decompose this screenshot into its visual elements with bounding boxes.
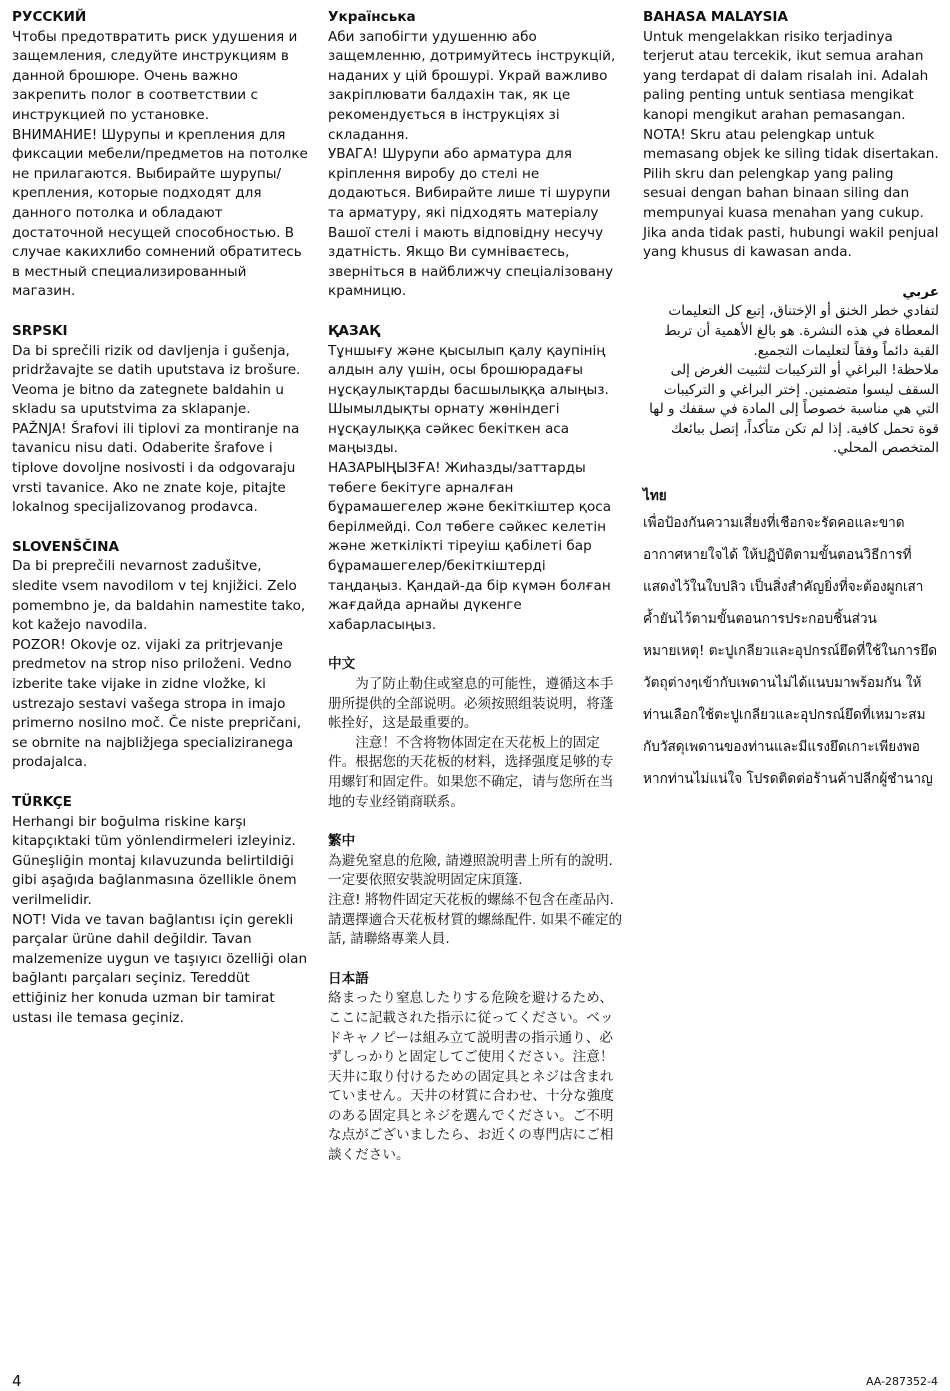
section-japanese — [328, 970, 624, 1166]
column-left — [12, 8, 308, 1028]
section-body — [643, 302, 939, 459]
section-kazakh — [328, 322, 624, 636]
section-body — [328, 342, 624, 636]
section-chinese-traditional — [328, 832, 624, 950]
section-title: 中文 — [328, 656, 356, 673]
section-body — [643, 507, 939, 795]
section-title: Українська — [328, 9, 416, 25]
paragraph: Аби запобігти удушенню або защемленню, дотримуйтесь інструкцій, наданих у цій брошурі. Украй важливо закріплювати балдахін так, як це рекомендується в інструкціях зі складання. — [328, 28, 616, 143]
paragraph: Da bi preprečili nevarnost zadušitve, sledite vsem navodilom v tej knjižici. Zelo pomembno je, da baldahin namestite tako, kot kažejo navodila. — [12, 558, 306, 634]
section-body — [328, 989, 624, 1165]
section-title: РУССКИЙ — [12, 9, 87, 25]
section-slovenian — [12, 538, 308, 773]
section-title: 日本語 — [328, 970, 369, 987]
page-number: 4 — [12, 1372, 22, 1390]
section-title: ไทย — [643, 488, 667, 505]
paragraph: 為避免窒息的危險, 請遵照說明書上所有的說明. 一定要依照安裝說明固定床頂篷. — [328, 852, 613, 889]
section-chinese-simplified — [328, 655, 624, 812]
section-serbian — [12, 322, 308, 518]
paragraph: Untuk mengelakkan risiko terjadinya terjerut atau tercekik, ikut semua arahan yang terdapat di dalam risalah ini. Adalah paling penting untuk sentiasa mengikat kanopi mengikut arahan pemasangan. — [643, 28, 929, 123]
column-right — [643, 8, 939, 795]
section-body — [643, 28, 939, 263]
section-ukrainian — [328, 8, 624, 302]
section-title: BAHASA MALAYSIA — [643, 9, 788, 25]
section-body — [328, 675, 624, 812]
paragraph: ملاحظة! البراغي أو التركيبات لتثبيت الغرض إلى السقف ليسوا متضمنين. إختر البراغي و التركيبات التي هي مناسبة خصوصاً إلى المادة في سقفك و لها قوة تحمل كافية. إذا لم تكن متأكداً، إتصل ببائعك المتخصص المحلي. — [649, 362, 939, 457]
column-middle — [328, 8, 624, 1166]
section-title: 繁中 — [328, 833, 356, 850]
paragraph: 注意! 將物件固定天花板的螺絲不包含在產品內. 請選擇適合天花板材質的螺絲配件. 如果不確定的話, 請聯絡專業人員. — [328, 891, 623, 948]
section-arabic — [643, 283, 939, 459]
paragraph: NOT! Vida ve tavan bağlantısı için gerekli parçalar ürüne dahil değildir. Tavan malzemenize uygun ve taşıyıcı özelliği olan bağlantı parçaları seçiniz. Tereddüt ettiğiniz her konuda uzman bir tamirat ustası ile temasa geçiniz. — [12, 911, 308, 1026]
section-body — [12, 813, 308, 1029]
document-code: AA-287352-4 — [865, 1375, 938, 1388]
paragraph: لتفادي خطر الخنق أو الإختناق، إتبع كل التعليمات المعطاة في هذه النشرة. هو بالغ الأهمية أن تربط القبة دائماً وفقاً لتعليمات التجميع. — [664, 303, 939, 359]
section-body — [12, 342, 308, 518]
paragraph: НАЗАРЫҢЫЗҒА! Жиһазды/заттарды төбеге бекітуге арналған бұрамашегелер және бекіткіштер қоса берілмейді. Сол төбеге сәйкес келетін және жеткілікті тіреуіш қабілеті бар бұрамашегелер/бекіткіштерді таңдаңыз. Қандай-да бір күмән болған жағдайда арнайы дүкенге хабарласыңыз. — [328, 460, 612, 633]
section-title: عربي — [902, 283, 939, 300]
paragraph: เพื่อป้องกันความเสี่ยงที่เชือกจะรัดคอและขาดอากาศหายใจได้ ให้ปฏิบัติตามขั้นตอนวิธีการที่แสดงไว้ในใบปลิว เป็นสิ่งสำคัญยิ่งที่จะต้องผูกเสาค้ำยันไว้ตามขั้นตอนการประกอบชิ้นส่วน — [643, 514, 924, 627]
section-body — [12, 28, 308, 302]
paragraph: Чтобы предотвратить риск удушения и защемления, следуйте инструкциям в данной брошюре. Очень важно закрепить полог в соответствии с инструкцией по установке. — [12, 28, 298, 123]
section-title: TÜRKÇE — [12, 793, 72, 810]
paragraph: POZOR! Okovje oz. vijaki za pritrjevanje predmetov na strop niso priloženi. Vedno izberite take vijake in zidne vložke, ki ustrezajo sestavi vašega stropa in imajo primerno nosilno moč. Če niste prepričani, se obrnite na najbližjega specializiranega prodajalca. — [12, 636, 302, 771]
paragraph: 为了防止勒住或窒息的可能性，遵循这本手册所提供的全部说明。必须按照组装说明，将蓬帐拴好，这是最重要的。 — [328, 676, 614, 732]
section-body — [328, 28, 624, 302]
paragraph: Тұншығу және қысылып қалу қаупінің алдын алу үшін, осы брошюрадағы нұсқаулықтарды басшылыққа алыңыз. Шымылдықты орнату жөніндегі нұсқаулыққа сәйкес бекіткен аса маңызды. — [328, 342, 609, 457]
paragraph: NOTA! Skru atau pelengkap untuk memasang objek ke siling tidak disertakan. Pilih skru dan pelengkap yang paling sesuai dengan bahan binaan siling dan mempunyai kuasa menahan yang cukup. Jika anda tidak pasti, hubungi wakil penjual yang khusus di kawasan anda. — [643, 126, 939, 261]
paragraph: УВАГА! Шурупи або арматура для кріплення виробу до стелі не додаються. Вибирайте лише ті шурупи та арматуру, які підходять матеріалу Вашої стелі і мають відповідну несучу здатність. Якщо Ви сумніваєтесь, зверніться в найближчу спеціалізовану крамницю. — [328, 146, 614, 300]
section-body — [12, 557, 308, 773]
section-russian — [12, 8, 308, 302]
section-malay — [643, 8, 939, 263]
section-thai — [643, 487, 939, 795]
section-turkish — [12, 793, 308, 1028]
paragraph: ВНИМАНИЕ! Шурупы и крепления для фиксации мебели/предметов на потолке не прилагаются. Выбирайте шурупы/крепления, которые подходят для данного потолка и обладают достаточной несущей способностью. В случае какихлибо сомнений обратитесь в местный специализированный магазин. — [12, 126, 308, 300]
paragraph: Herhangi bir boğulma riskine karşı kitapçıktaki tüm yönlendirmeleri izleyiniz. Güneşliğin montaj kılavuzunda belirtildiği gibi aşağıda bağlanmasına özellikle önem verilmelidir. — [12, 813, 297, 908]
section-title: ҚАЗАҚ — [328, 322, 380, 339]
paragraph: Da bi sprečili rizik od davljenja i gušenja, pridržavajte se datih uputstava iz brošure. Veoma je bitno da zategnete baldahin u skladu sa uputstvima za sklapanje. — [12, 342, 301, 418]
paragraph: 絡まったり窒息したりする危険を避けるため、ここに記載された指示に従ってください。ベッドキャノピーは組み立て説明書の指示通り、必ずしっかりと固定してご使用ください。注意！天井に取り付けるための固定具とネジは含まれていません。天井の材質に合わせ、十分な強度のある固定具とネジを選んでください。ご不明な点がございましたら、お近くの専門店にご相談ください。 — [328, 990, 614, 1164]
section-title: SRPSKI — [12, 322, 68, 339]
paragraph: PAŽNJA! Šrafovi ili tiplovi za montiranje na tavanicu nisu dati. Odaberite šrafove i tiplove dovoljne nosivosti i da odgovaraju vrsti tavanice. Ako ne znate koje, pitajte lokalnog specijalizovanog prodavca. — [12, 420, 300, 516]
section-body — [328, 852, 624, 950]
section-title: SLOVENŠČINA — [12, 538, 120, 555]
paragraph: 注意！不含将物体固定在天花板上的固定件。根据您的天花板的材料，选择强度足够的专用螺钉和固定件。如果您不确定，请与您所在当地的专业经销商联系。 — [328, 734, 614, 810]
paragraph: หมายเหตุ! ตะปูเกลียวและอุปกรณ์ยึดที่ใช้ในการยึดวัตถุต่างๆเข้ากับเพดานไม่ได้แนบมาพร้อมกัน ให้ท่านเลือกใช้ตะปูเกลียวและอุปกรณ์ยึดที่เหมาะสมกับวัสดุเพดานของท่านและมีแรงยึดเกาะเพียงพอ หากท่านไม่แน่ใจ โปรดติดต่อร้านค้าปลีกผู้ชำนาญ — [643, 642, 938, 787]
